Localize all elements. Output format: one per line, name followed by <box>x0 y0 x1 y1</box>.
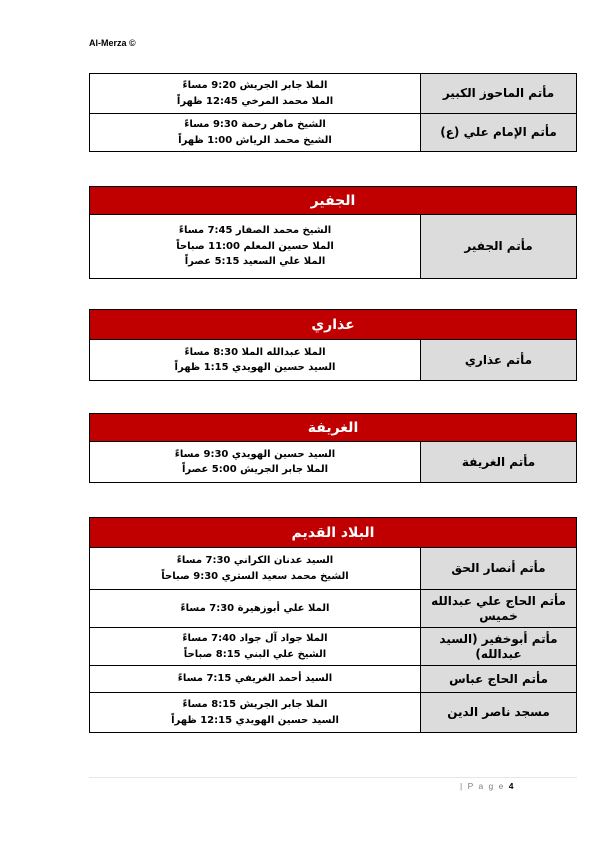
speaker-line: السيد حسين الهويدي 1:15 ظهراً <box>174 362 336 373</box>
speaker-line: الملا جابر الجريش 9:20 مساءً <box>182 80 328 91</box>
speaker-line: السيد عدنان الكراني 7:30 مساءً <box>176 555 334 566</box>
schedule-table <box>89 309 577 381</box>
speaker-line: الملا جابر الجريش 8:15 مساءً <box>182 699 328 710</box>
speaker-line: الملا علي السعيد 5:15 عصراً <box>184 256 326 268</box>
speaker-line: الشيخ محمد الرياش 1:00 ظهراً <box>178 134 332 146</box>
speaker-line: الملا عبدالله الملا 8:30 مساءً <box>184 346 326 358</box>
footer-bar: | <box>460 781 464 791</box>
footer-divider <box>89 777 577 778</box>
speakers-cell <box>90 666 420 692</box>
speakers-cell <box>90 215 420 278</box>
speaker-line: الشيخ علي البني 8:15 صباحاً <box>183 648 327 660</box>
document-header: Al-Merza © <box>89 38 136 48</box>
table-row <box>90 215 576 278</box>
speaker-line: السيد حسين الهويدي 9:30 مساءً <box>174 448 336 460</box>
speaker-line: الملا جابر الجريش 5:00 عصراً <box>181 464 329 475</box>
venue-name: مأتم الحاج عباس <box>420 666 576 692</box>
speakers-cell <box>90 74 420 113</box>
venue-name: مأتم الحاج علي عبدالله خميس <box>420 590 576 627</box>
table-row <box>90 627 576 665</box>
venue-name: مأتم أنصار الحق <box>420 548 576 589</box>
table-row <box>90 340 576 380</box>
table-row <box>90 665 576 692</box>
speaker-line: السيد حسين الهويدي 12:15 ظهراً <box>171 714 339 726</box>
section-title: عذاري <box>90 310 576 340</box>
venue-name: مأتم أبوخفير (السيد عبدالله) <box>420 628 576 665</box>
speakers-cell <box>90 114 420 151</box>
speaker-line: الشيخ محمد سعيد الستري 9:30 صباحاً <box>161 570 349 582</box>
page-footer <box>460 781 514 791</box>
schedule-table <box>89 517 577 733</box>
speakers-cell <box>90 693 420 732</box>
speakers-cell <box>90 628 420 665</box>
page-number: 4 <box>508 781 514 791</box>
venue-name: مأتم الإمام علي (ع) <box>420 114 576 151</box>
section-title: الجفير <box>90 187 576 215</box>
speaker-line: الشيخ ماهر رحمة 9:30 مساءً <box>184 119 326 130</box>
speakers-cell <box>90 340 420 380</box>
speakers-cell <box>90 442 420 482</box>
section-title: البلاد القديم <box>90 518 576 548</box>
section-title: الغريفة <box>90 414 576 442</box>
table-row <box>90 692 576 732</box>
speaker-line: الملا جواد آل جواد 7:40 مساءً <box>182 633 328 644</box>
table-row <box>90 442 576 482</box>
speaker-line: الملا علي أبوزهيرة 7:30 مساءً <box>180 602 330 614</box>
speaker-line: الشيخ محمد الصفار 7:45 مساءً <box>178 225 332 237</box>
venue-name: مأتم الماحوز الكبير <box>420 74 576 113</box>
venue-name: مأتم الغريفة <box>420 442 576 482</box>
schedule-table <box>89 413 577 483</box>
venue-name: مأتم الجفير <box>420 215 576 278</box>
table-row <box>90 113 576 151</box>
speakers-cell <box>90 590 420 627</box>
footer-page-label: P a g e <box>467 781 505 791</box>
table-row <box>90 548 576 589</box>
speaker-line: الملا محمد المرخي 12:45 ظهراً <box>176 95 334 107</box>
table-row <box>90 589 576 627</box>
schedule-table <box>89 73 577 152</box>
table-row <box>90 74 576 113</box>
speaker-line: السيد أحمد الغريفي 7:15 مساءً <box>177 673 333 685</box>
venue-name: مأتم عذاري <box>420 340 576 380</box>
schedule-table <box>89 186 577 279</box>
speaker-line: الملا حسين المعلم 11:00 صباحاً <box>176 240 334 252</box>
venue-name: مسجد ناصر الدين <box>420 693 576 732</box>
speakers-cell <box>90 548 420 589</box>
